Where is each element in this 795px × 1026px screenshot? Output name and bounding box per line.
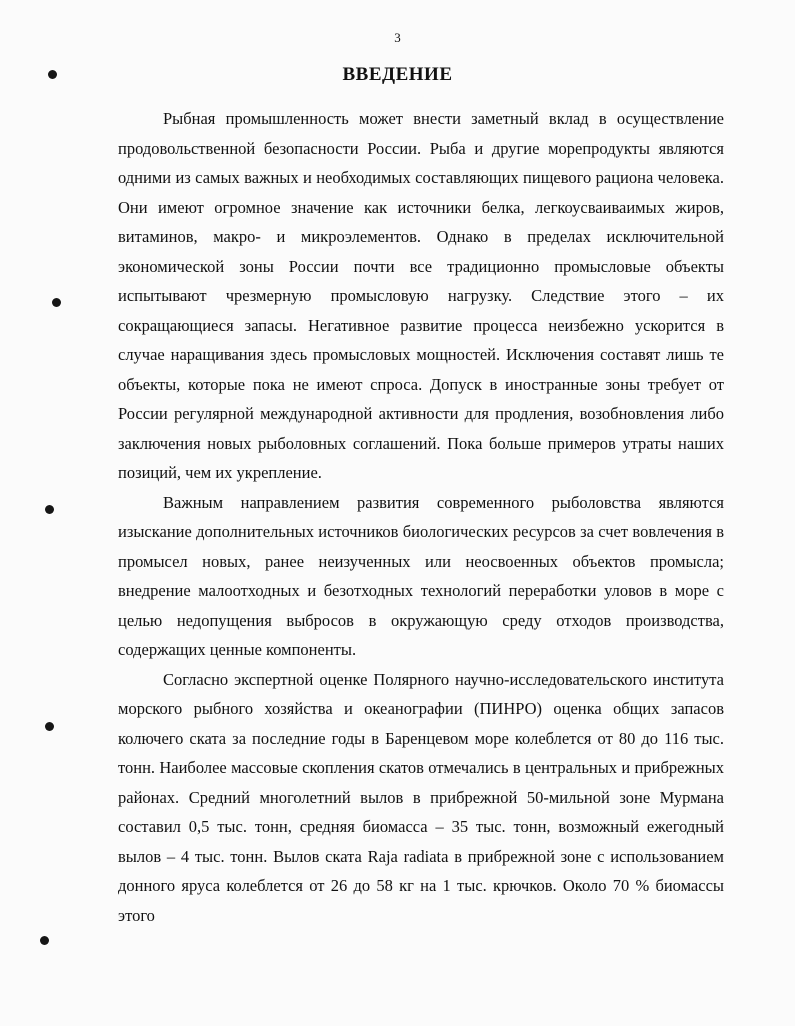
binder-hole-mark [40,936,49,945]
binder-hole-mark [45,505,54,514]
paragraph-intro: Рыбная промышленность может внести заметный вклад в осуществление продовольственной безопасности России. Рыба и другие морепродукты являются одними из самых важных и необходимых составляющих пищевого рациона человека. Они имеют огромное значение как источники белка, легкоусваиваимых жиров, витаминов, макро- и микроэлементов. Однако в пределах исключительной экономической зоны России почти все традиционно промысловые объекты испытывают чрезмерную промысловую нагрузку. Следствие этого – их сокращающиеся запасы. Негативное развитие процесса неизбежно ускорится в случае наращивания здесь промысловых мощностей. Исключения составят лишь те объекты, которые пока не имеют спроса. Допуск в иностранные зоны требует от России регулярной международной активности для продления, возобновления либо заключения новых рыболовных соглашений. Пока больше примеров утраты наших позиций, чем их укрепление. [118,109,724,482]
body-text [118,104,724,930]
binder-hole-mark [52,298,61,307]
paragraph-pinro-assessment: Согласно экспертной оценке Полярного научно-исследовательского института морского рыбного хозяйства и океанографии (ПИНРО) оценка общих запасов колючего ската за последние годы в Баренцевом море колеблется от 80 до 116 тыс. тонн. Наиболее массовые скопления скатов отмечались в центральных и прибрежных районах. Средний многолетний вылов в прибрежной 50-мильной зоне Мурмана составил 0,5 тыс. тонн, средняя биомасса – 35 тыс. тонн, возможный ежегодный вылов – 4 тыс. тонн. Вылов ската Raja radiata в прибрежной зоне с использованием донного яруса колеблется от 26 до 58 кг на 1 тыс. крючков. Около 70 % биомассы этого [118,669,724,925]
page-number: 3 [394,30,401,45]
section-title: ВВЕДЕНИЕ [342,64,453,85]
paragraph-directions: Важным направлением развития современного рыболовства являются изыскание дополнительных источников биологических ресурсов за счет вовлечения в промысел новых, ранее неизученных или неосвоенных объектов промысла; внедрение малоотходных и безотходных технологий переработки уловов в море с целью недопущения выбросов в окружающую среду отходов производства, содержащих ценные компоненты. [118,492,724,659]
binder-hole-mark [45,722,54,731]
